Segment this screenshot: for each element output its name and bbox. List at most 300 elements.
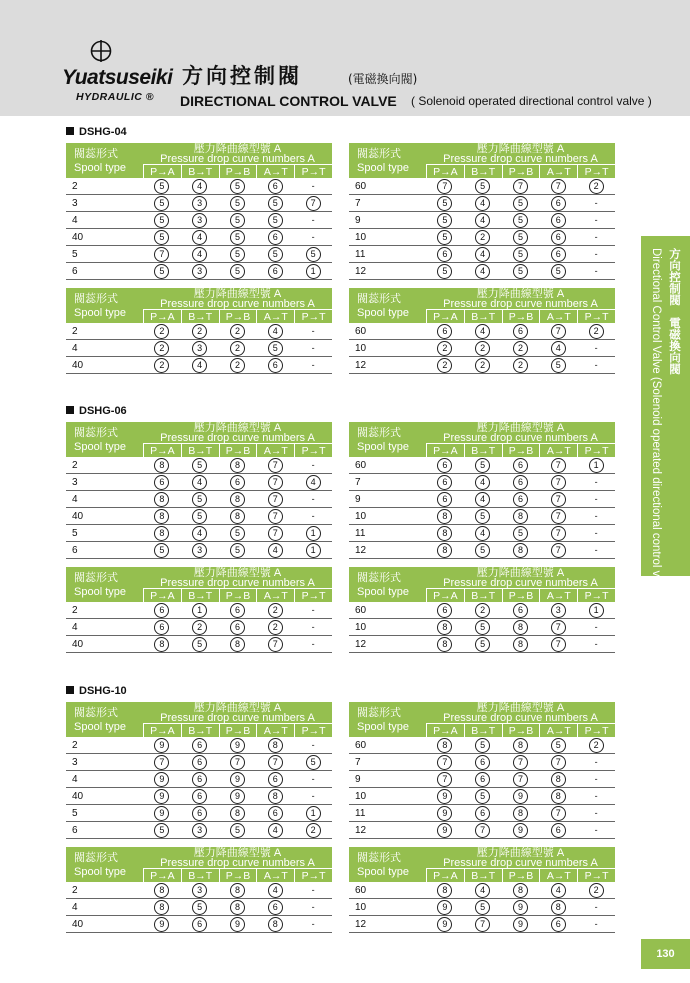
- value-cell: [256, 475, 294, 490]
- curve-number-circle: 2: [437, 358, 452, 373]
- value-cell: [464, 806, 502, 821]
- curve-number-circle: 4: [475, 264, 490, 279]
- value-cell: [577, 919, 615, 929]
- column-header: P→A: [426, 723, 464, 737]
- pressure-drop-en: Pressure drop curve numbers A: [443, 298, 598, 310]
- spool-type-cell: 10: [355, 510, 367, 522]
- column-headers: [143, 868, 332, 882]
- spool-type-cell: 40: [72, 638, 84, 650]
- curve-number-circle: 9: [513, 900, 528, 915]
- value-cell: [539, 738, 577, 753]
- spool-type-cell: 3: [72, 476, 78, 488]
- value-cell: [539, 341, 577, 356]
- value-cell: [181, 738, 219, 753]
- table-row: [66, 899, 332, 916]
- value-cell: [539, 772, 577, 787]
- spool-type-cell: 12: [355, 918, 367, 930]
- curve-number-circle: 1: [306, 543, 321, 558]
- value-cell: [256, 772, 294, 787]
- table-row: [349, 323, 615, 340]
- value-cell: [502, 620, 540, 635]
- no-value-dash: -: [594, 919, 598, 929]
- value-cell: [426, 179, 464, 194]
- curve-number-circle: 6: [192, 917, 207, 932]
- value-cell: [502, 196, 540, 211]
- table-row: [66, 916, 332, 933]
- curve-number-circle: 2: [589, 883, 604, 898]
- spool-type-cell: 7: [355, 197, 361, 209]
- spool-type-label: [357, 426, 409, 454]
- spool-type-cell: 2: [72, 459, 78, 471]
- table-row: [349, 771, 615, 788]
- value-cell: [294, 264, 332, 279]
- column-header: P→T: [577, 868, 615, 882]
- curve-number-circle: 8: [154, 900, 169, 915]
- value-cell: [426, 755, 464, 770]
- table-row: [349, 212, 615, 229]
- value-cell: [502, 603, 540, 618]
- value-cell: [539, 900, 577, 915]
- pressure-drop-label: [426, 422, 615, 443]
- column-header: B→T: [181, 868, 219, 882]
- value-cell: [143, 900, 181, 915]
- column-header: A→T: [256, 164, 294, 178]
- curve-number-circle: 4: [268, 823, 283, 838]
- spool-type-cell: 5: [72, 807, 78, 819]
- value-cell: [577, 774, 615, 784]
- curve-number-circle: 6: [192, 772, 207, 787]
- curve-number-circle: 4: [192, 358, 207, 373]
- column-header: B→T: [464, 443, 502, 457]
- value-cell: [143, 620, 181, 635]
- curve-number-circle: 6: [268, 900, 283, 915]
- column-header: A→T: [539, 723, 577, 737]
- value-cell: [256, 738, 294, 753]
- curve-number-circle: 2: [192, 620, 207, 635]
- curve-number-circle: 9: [437, 806, 452, 821]
- value-cell: [426, 509, 464, 524]
- value-cell: [181, 247, 219, 262]
- column-headers: [143, 164, 332, 178]
- value-cell: [426, 264, 464, 279]
- curve-number-circle: 4: [192, 179, 207, 194]
- curve-number-circle: 4: [475, 196, 490, 211]
- curve-number-circle: 6: [437, 324, 452, 339]
- curve-number-circle: 8: [230, 509, 245, 524]
- value-cell: [464, 917, 502, 932]
- no-value-dash: -: [311, 460, 315, 470]
- curve-number-circle: 6: [551, 917, 566, 932]
- column-header: P→B: [219, 723, 257, 737]
- curve-number-circle: 5: [513, 196, 528, 211]
- no-value-dash: -: [311, 511, 315, 521]
- curve-number-circle: 5: [437, 213, 452, 228]
- curve-number-circle: 1: [589, 603, 604, 618]
- value-cell: [426, 543, 464, 558]
- no-value-dash: -: [311, 774, 315, 784]
- table-row: [349, 737, 615, 754]
- value-cell: [539, 543, 577, 558]
- curve-number-circle: 1: [192, 603, 207, 618]
- table-row: [349, 340, 615, 357]
- table-row: [66, 542, 332, 559]
- value-cell: [577, 757, 615, 767]
- value-cell: [426, 789, 464, 804]
- curve-number-circle: 6: [475, 806, 490, 821]
- curve-number-circle: 3: [192, 883, 207, 898]
- value-cell: [464, 603, 502, 618]
- value-cell: [219, 755, 257, 770]
- spool-type-cell: 11: [355, 248, 366, 260]
- pressure-drop-zh: 壓力降曲線型號 A: [193, 288, 282, 300]
- column-header: P→B: [502, 309, 540, 323]
- curve-number-circle: 6: [437, 603, 452, 618]
- curve-number-circle: 7: [551, 458, 566, 473]
- spool-type-cell: 9: [355, 773, 361, 785]
- column-headers: [143, 309, 332, 323]
- pressure-drop-en: Pressure drop curve numbers A: [160, 432, 315, 444]
- value-cell: [181, 917, 219, 932]
- value-cell: [256, 264, 294, 279]
- value-cell: [294, 343, 332, 353]
- column-header: P→A: [143, 443, 181, 457]
- spool-type-en: Spool type: [74, 866, 126, 878]
- table-row: [66, 229, 332, 246]
- curve-number-circle: 4: [192, 475, 207, 490]
- spool-type-en: Spool type: [74, 586, 126, 598]
- spool-type-cell: 12: [355, 824, 367, 836]
- curve-number-circle: 8: [268, 738, 283, 753]
- table-row: [66, 525, 332, 542]
- value-cell: [219, 230, 257, 245]
- curve-number-circle: 7: [551, 509, 566, 524]
- curve-number-circle: 6: [513, 603, 528, 618]
- table-row: [66, 805, 332, 822]
- curve-number-circle: 5: [437, 196, 452, 211]
- value-cell: [577, 883, 615, 898]
- table-header: [66, 702, 332, 737]
- spool-type-label: [357, 851, 409, 879]
- no-value-dash: -: [311, 215, 315, 225]
- pressure-drop-zh: 壓力降曲線型號 A: [476, 143, 565, 155]
- value-cell: [294, 622, 332, 632]
- value-cell: [294, 360, 332, 370]
- spool-type-cell: 4: [72, 773, 78, 785]
- spool-type-cell: 2: [72, 604, 78, 616]
- curve-number-circle: 7: [437, 179, 452, 194]
- value-cell: [219, 492, 257, 507]
- spool-type-zh: 閥蕊形式: [357, 293, 401, 305]
- curve-number-circle: 4: [192, 526, 207, 541]
- curve-number-circle: 5: [513, 526, 528, 541]
- spool-type-cell: 7: [355, 756, 361, 768]
- pressure-drop-label: [426, 288, 615, 309]
- table-row: [66, 457, 332, 474]
- curve-number-circle: 8: [230, 883, 245, 898]
- spool-type-cell: 2: [72, 180, 78, 192]
- value-cell: [181, 458, 219, 473]
- value-cell: [294, 526, 332, 541]
- curve-number-circle: 7: [230, 755, 245, 770]
- curve-number-circle: 3: [192, 213, 207, 228]
- no-value-dash: -: [594, 343, 598, 353]
- spool-type-cell: 6: [72, 544, 78, 556]
- column-header: B→T: [464, 164, 502, 178]
- column-header: B→T: [181, 309, 219, 323]
- curve-number-circle: 4: [475, 213, 490, 228]
- pressure-drop-zh: 壓力降曲線型號 A: [193, 422, 282, 434]
- curve-number-circle: 5: [192, 637, 207, 652]
- value-cell: [539, 324, 577, 339]
- spool-type-label: [357, 292, 409, 320]
- curve-number-circle: 8: [513, 883, 528, 898]
- curve-number-circle: 5: [551, 264, 566, 279]
- value-cell: [143, 738, 181, 753]
- value-cell: [256, 230, 294, 245]
- curve-number-circle: 5: [475, 620, 490, 635]
- curve-number-circle: 6: [475, 755, 490, 770]
- value-cell: [539, 823, 577, 838]
- table-header: [66, 143, 332, 178]
- curve-number-circle: 8: [513, 738, 528, 753]
- pressure-drop-zh: 壓力降曲線型號 A: [476, 847, 565, 859]
- value-cell: [502, 755, 540, 770]
- curve-number-circle: 4: [551, 341, 566, 356]
- value-cell: [143, 789, 181, 804]
- column-header: A→T: [256, 443, 294, 457]
- pressure-drop-table: [349, 847, 615, 933]
- table-row: [66, 323, 332, 340]
- pressure-drop-table: [66, 847, 332, 933]
- curve-number-circle: 6: [551, 230, 566, 245]
- curve-number-circle: 6: [437, 475, 452, 490]
- pressure-drop-en: Pressure drop curve numbers A: [160, 298, 315, 310]
- value-cell: [219, 543, 257, 558]
- no-value-dash: -: [311, 791, 315, 801]
- curve-number-circle: 8: [437, 637, 452, 652]
- curve-number-circle: 5: [230, 823, 245, 838]
- spool-type-label: [357, 571, 409, 599]
- curve-number-circle: 8: [551, 900, 566, 915]
- curve-number-circle: 2: [475, 358, 490, 373]
- value-cell: [577, 528, 615, 538]
- section-title-text: DSHG-10: [79, 685, 127, 697]
- value-cell: [181, 883, 219, 898]
- table-row: [349, 457, 615, 474]
- spool-type-cell: 40: [72, 918, 84, 930]
- table-row: [66, 619, 332, 636]
- curve-number-circle: 5: [230, 196, 245, 211]
- table-row: [66, 754, 332, 771]
- curve-number-circle: 7: [551, 526, 566, 541]
- curve-number-circle: 8: [268, 917, 283, 932]
- curve-number-circle: 2: [154, 341, 169, 356]
- table-row: [66, 263, 332, 280]
- curve-number-circle: 7: [513, 179, 528, 194]
- spool-type-zh: 閥蕊形式: [74, 293, 118, 305]
- column-header: A→T: [256, 309, 294, 323]
- value-cell: [539, 509, 577, 524]
- curve-number-circle: 9: [230, 789, 245, 804]
- curve-number-circle: 4: [268, 883, 283, 898]
- value-cell: [539, 917, 577, 932]
- table-row: [66, 491, 332, 508]
- value-cell: [294, 774, 332, 784]
- value-cell: [464, 543, 502, 558]
- no-value-dash: -: [311, 494, 315, 504]
- curve-number-circle: 2: [589, 738, 604, 753]
- column-header: A→T: [256, 723, 294, 737]
- brand-subtitle: [76, 91, 154, 103]
- value-cell: [577, 825, 615, 835]
- no-value-dash: -: [311, 326, 315, 336]
- value-cell: [181, 475, 219, 490]
- curve-number-circle: 6: [154, 603, 169, 618]
- curve-number-circle: 8: [437, 526, 452, 541]
- curve-number-circle: 5: [437, 230, 452, 245]
- curve-number-circle: 5: [475, 789, 490, 804]
- column-headers: [143, 443, 332, 457]
- no-value-dash: -: [594, 774, 598, 784]
- column-header: P→T: [577, 164, 615, 178]
- column-header: P→B: [219, 443, 257, 457]
- value-cell: [502, 324, 540, 339]
- curve-number-circle: 1: [306, 264, 321, 279]
- value-cell: [256, 247, 294, 262]
- spool-type-zh: 閥蕊形式: [74, 148, 118, 160]
- curve-number-circle: 7: [268, 458, 283, 473]
- value-cell: [426, 917, 464, 932]
- curve-number-circle: 8: [513, 806, 528, 821]
- curve-number-circle: 5: [154, 230, 169, 245]
- value-cell: [256, 883, 294, 898]
- curve-number-circle: 7: [475, 823, 490, 838]
- spool-type-label: [357, 147, 409, 175]
- value-cell: [577, 249, 615, 259]
- column-header: A→T: [539, 443, 577, 457]
- value-cell: [256, 196, 294, 211]
- value-cell: [294, 475, 332, 490]
- curve-number-circle: 5: [154, 213, 169, 228]
- value-cell: [577, 324, 615, 339]
- spool-type-cell: 2: [72, 325, 78, 337]
- column-header: A→T: [539, 164, 577, 178]
- curve-number-circle: 3: [192, 543, 207, 558]
- curve-number-circle: 6: [551, 823, 566, 838]
- no-value-dash: -: [594, 477, 598, 487]
- curve-number-circle: 5: [230, 543, 245, 558]
- spool-type-zh: 閥蕊形式: [357, 572, 401, 584]
- curve-number-circle: 6: [268, 179, 283, 194]
- curve-number-circle: 3: [192, 823, 207, 838]
- curve-number-circle: 5: [230, 526, 245, 541]
- value-cell: [539, 247, 577, 262]
- value-cell: [464, 324, 502, 339]
- value-cell: [539, 264, 577, 279]
- curve-number-circle: 2: [513, 341, 528, 356]
- column-header: A→T: [539, 868, 577, 882]
- value-cell: [464, 492, 502, 507]
- pressure-drop-label: [143, 567, 332, 588]
- table-row: [66, 788, 332, 805]
- pressure-drop-en: Pressure drop curve numbers A: [443, 577, 598, 589]
- value-cell: [539, 230, 577, 245]
- curve-number-circle: 5: [192, 900, 207, 915]
- value-cell: [294, 511, 332, 521]
- value-cell: [294, 232, 332, 242]
- column-header: P→T: [294, 588, 332, 602]
- value-cell: [502, 883, 540, 898]
- pressure-drop-table: [66, 288, 332, 374]
- value-cell: [464, 358, 502, 373]
- no-value-dash: -: [311, 919, 315, 929]
- column-header: P→B: [502, 868, 540, 882]
- pressure-drop-label: [426, 702, 615, 723]
- table-row: [349, 822, 615, 839]
- table-row: [66, 508, 332, 525]
- value-cell: [181, 324, 219, 339]
- value-cell: [181, 637, 219, 652]
- value-cell: [256, 324, 294, 339]
- spool-type-cell: 60: [355, 884, 367, 896]
- value-cell: [181, 341, 219, 356]
- curve-number-circle: 2: [437, 341, 452, 356]
- curve-number-circle: 8: [513, 620, 528, 635]
- curve-number-circle: 6: [230, 603, 245, 618]
- curve-number-circle: 9: [513, 789, 528, 804]
- spool-type-cell: 2: [72, 739, 78, 751]
- value-cell: [219, 509, 257, 524]
- value-cell: [256, 179, 294, 194]
- curve-number-circle: 7: [268, 526, 283, 541]
- value-cell: [502, 179, 540, 194]
- column-header: P→A: [426, 309, 464, 323]
- table-row: [349, 229, 615, 246]
- value-cell: [181, 358, 219, 373]
- value-cell: [294, 181, 332, 191]
- value-cell: [464, 230, 502, 245]
- value-cell: [181, 823, 219, 838]
- section-bullet-icon: [66, 406, 74, 414]
- curve-number-circle: 8: [154, 492, 169, 507]
- no-value-dash: -: [311, 232, 315, 242]
- curve-number-circle: 2: [306, 823, 321, 838]
- value-cell: [577, 808, 615, 818]
- brand-name: Yuatsuseiki: [62, 66, 173, 89]
- table-row: [349, 882, 615, 899]
- curve-number-circle: 7: [513, 755, 528, 770]
- pressure-drop-label: [143, 847, 332, 868]
- curve-number-circle: 4: [551, 883, 566, 898]
- value-cell: [577, 639, 615, 649]
- value-cell: [219, 806, 257, 821]
- spool-type-cell: 3: [72, 197, 78, 209]
- curve-number-circle: 9: [437, 900, 452, 915]
- no-value-dash: -: [311, 740, 315, 750]
- curve-number-circle: 8: [154, 458, 169, 473]
- curve-number-circle: 7: [306, 196, 321, 211]
- curve-number-circle: 7: [551, 806, 566, 821]
- curve-number-circle: 6: [437, 458, 452, 473]
- value-cell: [539, 883, 577, 898]
- pressure-drop-zh: 壓力降曲線型號 A: [476, 702, 565, 714]
- value-cell: [464, 341, 502, 356]
- value-cell: [143, 179, 181, 194]
- page-title-english: DIRECTIONAL CONTROL VALVE: [180, 93, 397, 109]
- value-cell: [502, 509, 540, 524]
- value-cell: [502, 806, 540, 821]
- value-cell: [143, 526, 181, 541]
